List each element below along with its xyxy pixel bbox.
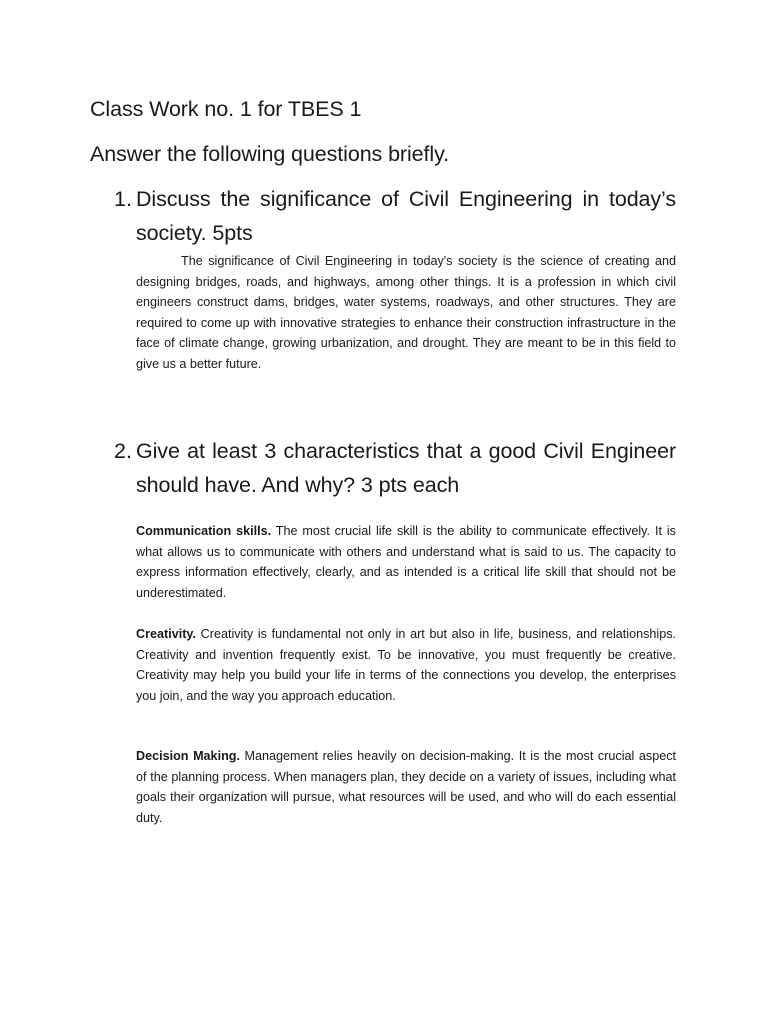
question-2-text: Give at least 3 characteristics that a good Civil Engineer should have. And why? 3 pts each [136,439,676,497]
question-1-answer [136,251,676,374]
question-2-number: 2. [114,439,132,463]
characteristic-decision-making [136,746,676,828]
characteristic-term: Communication skills. [136,524,272,538]
characteristic-body: The most crucial life skill is the ability to communicate effectively. It is what allows us to communicate with others and understand what is said to us. The capacity to express information effectively, clearly, and as intended is a critical life skill that should not be underestimated. [136,524,676,600]
document-instructions: Answer the following questions briefly. [90,142,449,166]
characteristic-body: Creativity is fundamental not only in art but also in life, business, and relationships. Creativity and invention frequently exist. To be innovative, you must frequently be creative. Creativity may help you build your life in terms of the connections you develop, the enterprises you join, and the way you approach education. [136,627,676,703]
document-title: Class Work no. 1 for TBES 1 [90,97,362,121]
characteristic-term: Decision Making. [136,749,240,763]
characteristic-term: Creativity. [136,627,196,641]
question-1-text: Discuss the significance of Civil Engineering in today’s society. 5pts [136,187,676,245]
question-1-answer-text: The significance of Civil Engineering in today's society is the science of creating and designing bridges, roads, and highways, among other things. It is a profession in which civil engineers construct dams, bridges, water systems, roadways, and other structures. They are required to come up with innovative strategies to enhance their construction infrastructure in the face of climate change, growing urbanization, and drought. They are meant to be in this field to give us a better future. [136,254,676,371]
question-1-number: 1. [114,187,132,211]
characteristic-creativity [136,624,676,706]
characteristic-body: Management relies heavily on decision-making. It is the most crucial aspect of the planning process. When managers plan, they decide on a variety of issues, including what goals their organization will pursue, what resources will be used, and who will do each essential duty. [136,749,676,825]
characteristic-communication [136,521,676,603]
